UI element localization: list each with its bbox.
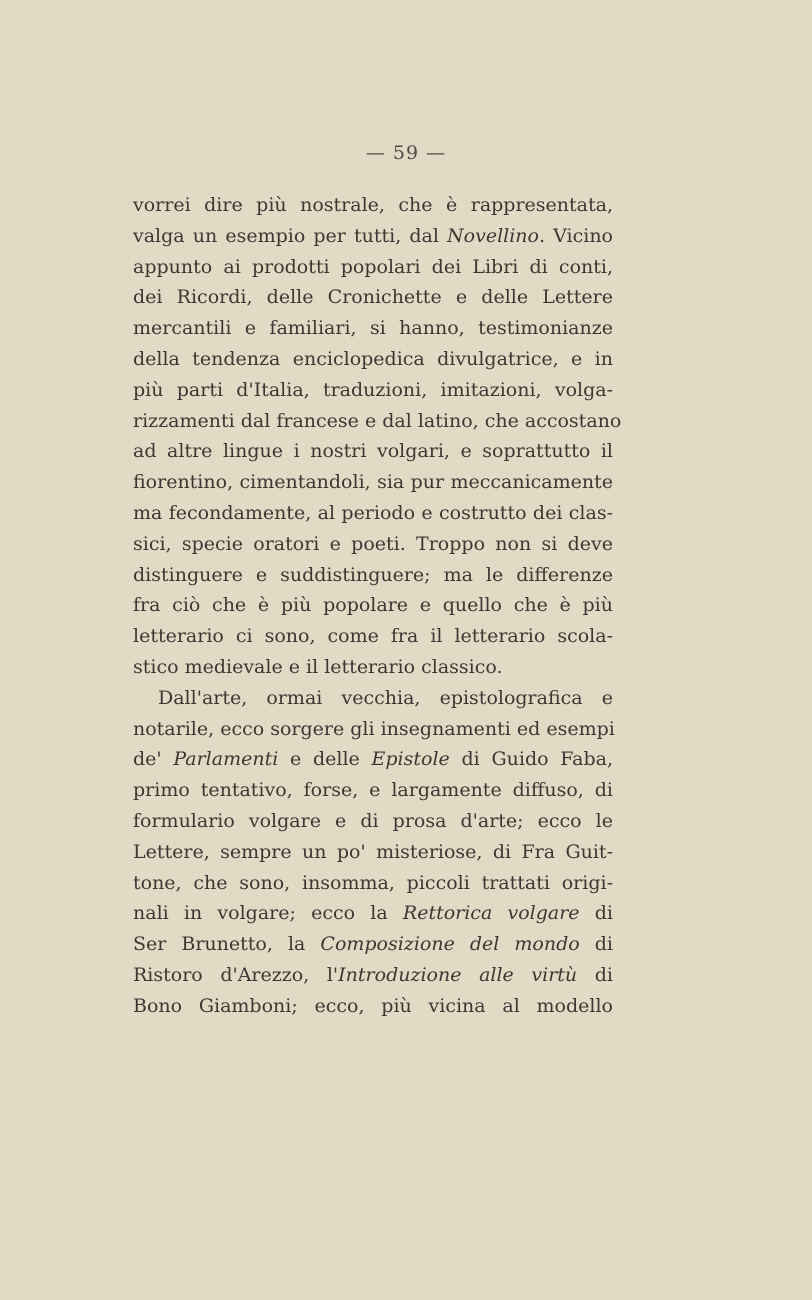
text-line <box>133 190 613 221</box>
text-run: stico medievale e il letterario classico. <box>133 655 503 678</box>
text-run: distinguere e suddistinguere; ma le differenze <box>133 563 613 586</box>
paragraph <box>133 190 622 683</box>
text-run: della tendenza enciclopedica divulgatrice, e in <box>133 347 613 370</box>
text-line <box>133 775 613 806</box>
text-run: formulario volgare e di prosa d'arte; ecco le <box>133 809 613 832</box>
paragraph <box>133 683 613 1022</box>
text-line <box>133 744 613 775</box>
text-run: Dall'arte, ormai vecchia, epistolografica e <box>158 686 613 709</box>
text-run: dei Ricordi, delle Cronichette e delle Lettere <box>133 286 613 309</box>
text-run: vorrei dire più nostrale, che è rappresentata, <box>133 194 613 216</box>
text-run: ad altre lingue i nostri volgari, e soprattutto il <box>133 440 613 463</box>
text-line <box>133 436 613 467</box>
body-text <box>133 190 622 1022</box>
text-line <box>133 837 613 868</box>
text-run: primo tentativo, forse, e largamente diffuso, di <box>133 779 613 802</box>
page-number: — 59 — <box>365 142 447 164</box>
italic-title: Epistole <box>371 748 450 771</box>
text-line <box>133 652 613 683</box>
text-run: di <box>579 902 613 925</box>
text-line <box>133 467 613 498</box>
text-run: . Vicino <box>538 224 613 247</box>
text-run: mercantili e familiari, si hanno, testimonianze <box>133 317 613 340</box>
text-line <box>133 929 613 960</box>
italic-title: Novellino <box>447 224 539 247</box>
text-run: rizzamenti dal francese e dal latino, che accostano <box>133 409 622 432</box>
text-run: de' <box>133 748 174 771</box>
text-line <box>133 375 613 406</box>
text-run: fra ciò che è più popolare e quello che è più <box>133 594 613 617</box>
text-line <box>133 806 613 837</box>
italic-title: Composizione del mondo <box>320 933 580 956</box>
text-run: letterario ci sono, come fra il letterario scola- <box>133 625 613 648</box>
text-line <box>133 590 613 621</box>
text-line <box>133 406 622 437</box>
text-run: più parti d'Italia, traduzioni, imitazioni, volga- <box>133 378 613 401</box>
text-run: sici, specie oratori e poeti. Troppo non si deve <box>133 532 613 555</box>
text-run: valga un esempio per tutti, dal <box>133 224 448 247</box>
text-line <box>133 252 613 283</box>
text-line <box>133 714 613 745</box>
text-line <box>133 529 613 560</box>
text-run: ma fecondamente, al periodo e costrutto dei clas- <box>133 501 613 524</box>
text-line <box>133 683 613 714</box>
italic-title: Rettorica volgare <box>402 902 580 925</box>
text-line <box>133 313 613 344</box>
italic-title: Parlamenti <box>173 748 279 771</box>
text-line <box>133 621 613 652</box>
text-run: notarile, ecco sorgere gli insegnamenti ed esempi <box>133 717 615 740</box>
text-line <box>133 898 613 929</box>
text-line <box>133 282 613 313</box>
text-line <box>133 960 613 991</box>
text-run: Ser Brunetto, la <box>133 933 321 956</box>
text-line <box>133 991 613 1022</box>
text-run: nali in volgare; ecco la <box>133 902 403 925</box>
text-line <box>133 868 613 899</box>
text-run: fiorentino, cimentandoli, sia pur meccanicamente <box>133 471 613 494</box>
text-line <box>133 560 613 591</box>
text-run: di <box>579 933 613 956</box>
text-run: di Guido Faba, <box>449 748 614 771</box>
text-run: di <box>577 963 614 986</box>
text-run: tone, che sono, insomma, piccoli trattati origi- <box>133 871 613 894</box>
text-run: Ristoro d'Arezzo, l' <box>133 963 339 986</box>
text-run: Bono Giamboni; ecco, più vicina al modello <box>133 994 613 1017</box>
text-line <box>133 221 613 252</box>
text-line <box>133 498 613 529</box>
text-run: e delle <box>278 748 372 771</box>
text-line <box>133 344 613 375</box>
text-run: appunto ai prodotti popolari dei Libri di conti, <box>133 255 613 278</box>
text-run: Lettere, sempre un po' misteriose, di Fra Guit- <box>133 840 613 863</box>
italic-title: Introduzione alle virtù <box>338 963 578 986</box>
